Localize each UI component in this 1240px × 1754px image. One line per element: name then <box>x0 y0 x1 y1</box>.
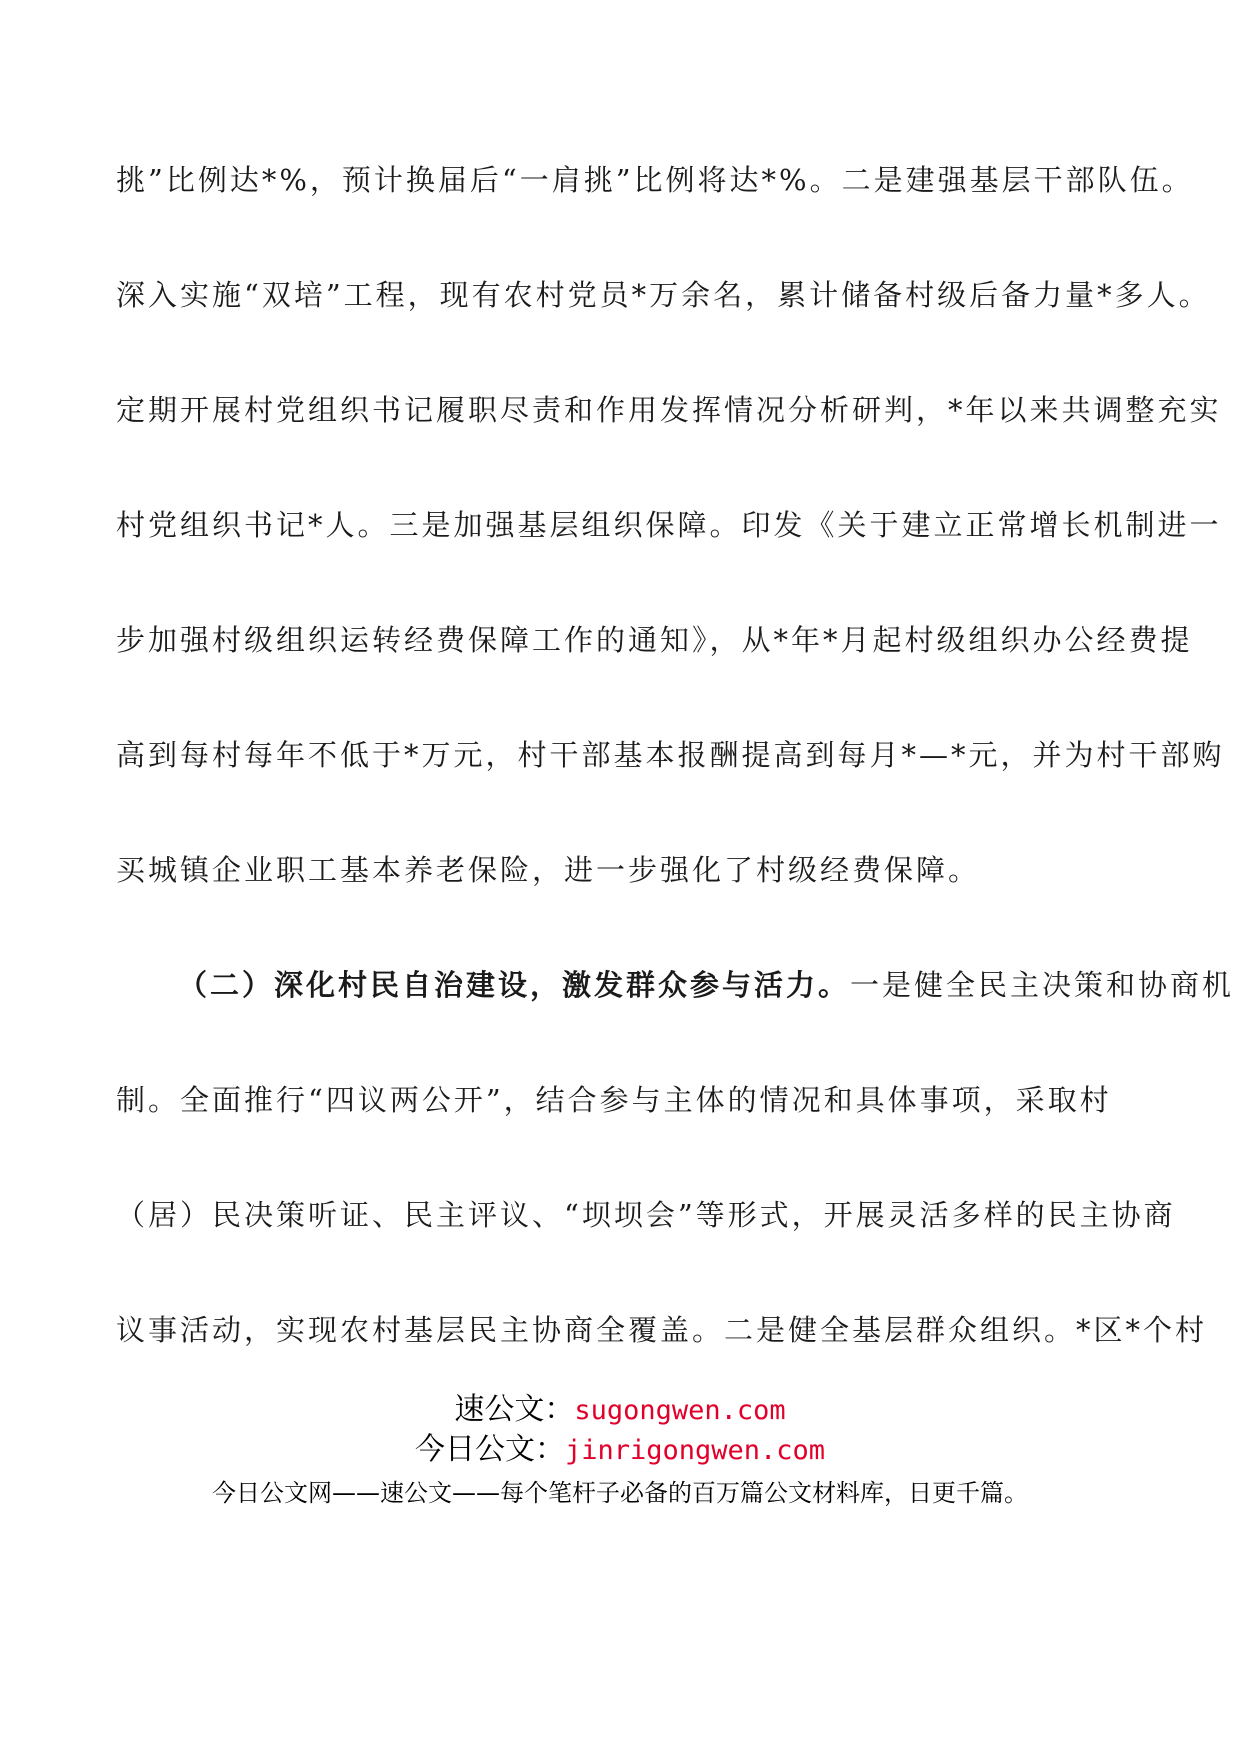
footer-site-2 <box>0 1432 1240 1469</box>
footer-slogan: 今日公文网——速公文——每个笔杆子必备的百万篇公文材料库，日更千篇。 <box>212 1479 1028 1507</box>
body-line-1: 挑”比例达*%，预计换届后“一肩挑”比例将达*%。二是建强基层干部队伍。 <box>116 163 1194 197</box>
footer-site-1-url[interactable]: sugongwen.com <box>574 1395 786 1426</box>
footer-site-1-label: 速公文： <box>454 1392 575 1427</box>
body-line-6: 高到每村每年不低于*万元，村干部基本报酬提高到每月*—*元，并为村干部购 <box>116 738 1225 772</box>
section-heading: （二）深化村民自治建设，激发群众参与活力。 <box>178 968 851 1002</box>
body-line-7: 买城镇企业职工基本养老保险，进一步强化了村级经费保障。 <box>116 853 981 887</box>
body-line-3: 定期开展村党组织书记履职尽责和作用发挥情况分析研判，*年以来共调整充实 <box>116 393 1222 427</box>
section-line-3: 议事活动，实现农村基层民主协商全覆盖。二是健全基层群众组织。*区*个村 <box>116 1313 1208 1347</box>
body-line-2: 深入实施“双培”工程，现有农村党员*万余名，累计储备村级后备力量*多人。 <box>116 278 1211 312</box>
body-line-4: 村党组织书记*人。三是加强基层组织保障。印发《关于建立正常增长机制进一 <box>116 508 1222 542</box>
footer-site-2-label: 今日公文： <box>414 1432 565 1467</box>
footer-site-2-url[interactable]: jinrigongwen.com <box>564 1435 826 1466</box>
section-line-2: （居）民决策听证、民主评议、“坝坝会”等形式，开展灵活多样的民主协商 <box>116 1198 1176 1232</box>
section-heading-rest: 一是健全民主决策和协商机 <box>850 968 1235 1002</box>
section-heading-line <box>178 965 1234 1005</box>
section-line-1: 制。全面推行“四议两公开”，结合参与主体的情况和具体事项，采取村 <box>116 1083 1112 1117</box>
footer-site-1 <box>0 1392 1240 1429</box>
body-line-5: 步加强村级组织运转经费保障工作的通知》，从*年*月起村级组织办公经费提 <box>116 623 1193 657</box>
